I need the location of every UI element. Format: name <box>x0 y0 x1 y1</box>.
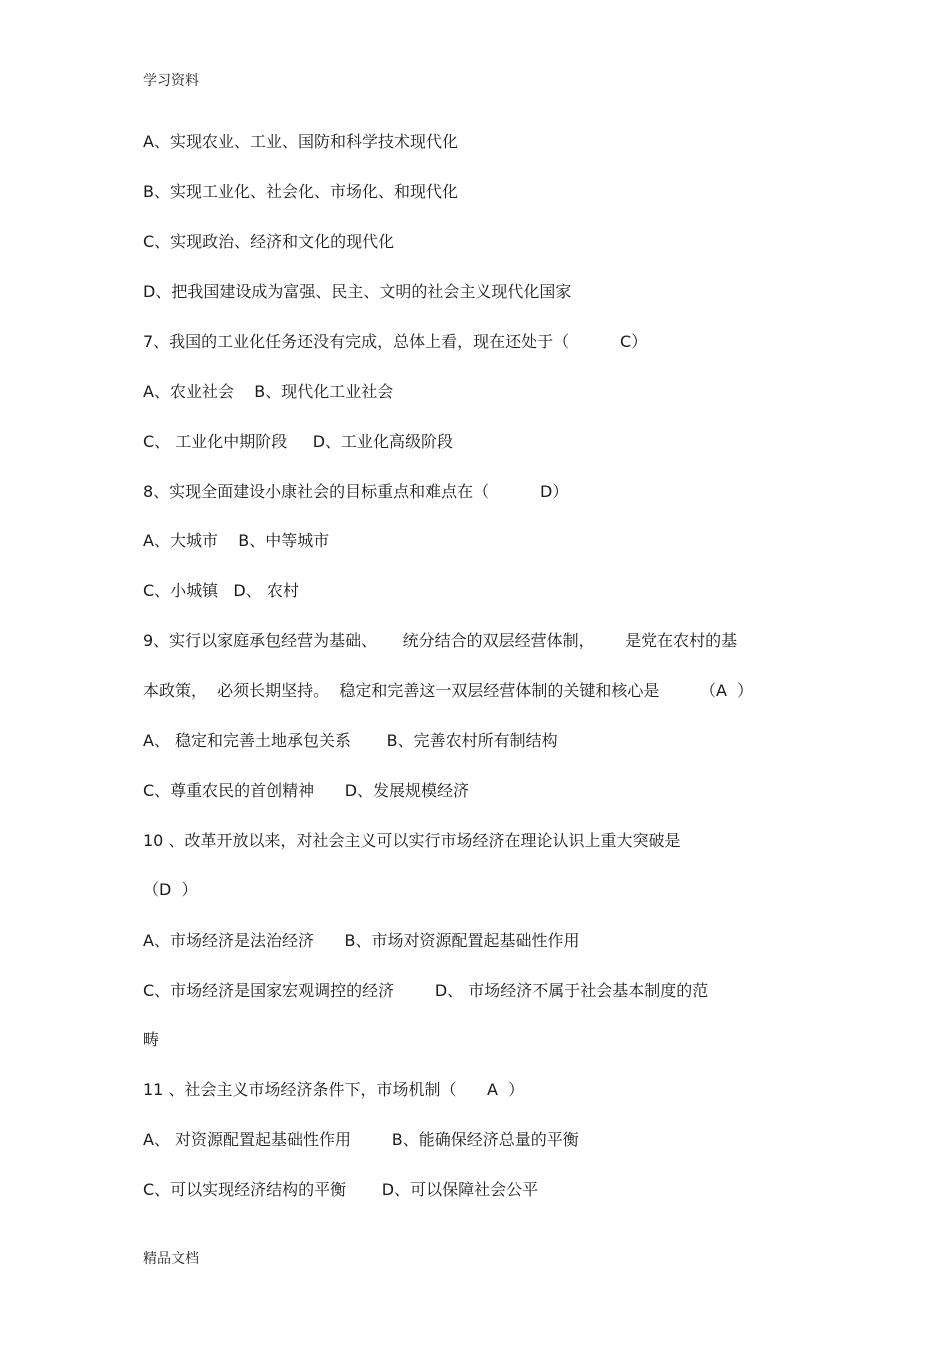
page-footer: 精品文档 <box>143 1251 199 1267</box>
text-line: A、农业社会 B、现代化工业社会 <box>143 382 394 401</box>
text-line: A、 对资源配置起基础性作用 B、能确保经济总量的平衡 <box>143 1130 579 1149</box>
text-line: C、实现政治、经济和文化的现代化 <box>143 232 395 251</box>
question-10: 10 、改革开放以来，对社会主义可以实行市场经济在理论认识上重大突破是 <box>143 831 681 850</box>
question-8: 8、实现全面建设小康社会的目标重点和难点在（ D） <box>143 482 569 501</box>
question-9: 9、实行以家庭承包经营为基础、 统分结合的双层经营体制， 是党在农村的基 <box>143 631 738 650</box>
text-line: B、实现工业化、社会化、市场化、和现代化 <box>143 182 458 201</box>
text-line: A、市场经济是法治经济 B、市场对资源配置起基础性作用 <box>143 931 580 950</box>
text-line: A、大城市 B、中等城市 <box>143 531 330 550</box>
text-line: C、可以实现经济结构的平衡 D、可以保障社会公平 <box>143 1180 539 1199</box>
text-line: C、小城镇 D、 农村 <box>143 581 299 600</box>
text-line: C、 工业化中期阶段 D、工业化高级阶段 <box>143 432 454 451</box>
page-header: 学习资料 <box>143 73 199 89</box>
text-line: D、把我国建设成为富强、民主、文明的社会主义现代化国家 <box>143 282 572 301</box>
text-line: C、市场经济是国家宏观调控的经济 D、 市场经济不属于社会基本制度的范 <box>143 981 709 1000</box>
text-line: 畴 <box>143 1030 160 1049</box>
text-line: 本政策， 必须长期坚持。 稳定和完善这一双层经营体制的关键和核心是 （A ） <box>143 681 754 700</box>
text-line: （D ） <box>143 880 198 899</box>
question-7: 7、我国的工业化任务还没有完成，总体上看，现在还处于（ C） <box>143 332 648 351</box>
question-11: 11 、社会主义市场经济条件下，市场机制（ A ） <box>143 1080 525 1099</box>
text-line: C、尊重农民的首创精神 D、发展规模经济 <box>143 781 470 800</box>
text-line: A、 稳定和完善土地承包关系 B、完善农村所有制结构 <box>143 731 558 750</box>
text-line: A、实现农业、工业、国防和科学技术现代化 <box>143 132 458 151</box>
